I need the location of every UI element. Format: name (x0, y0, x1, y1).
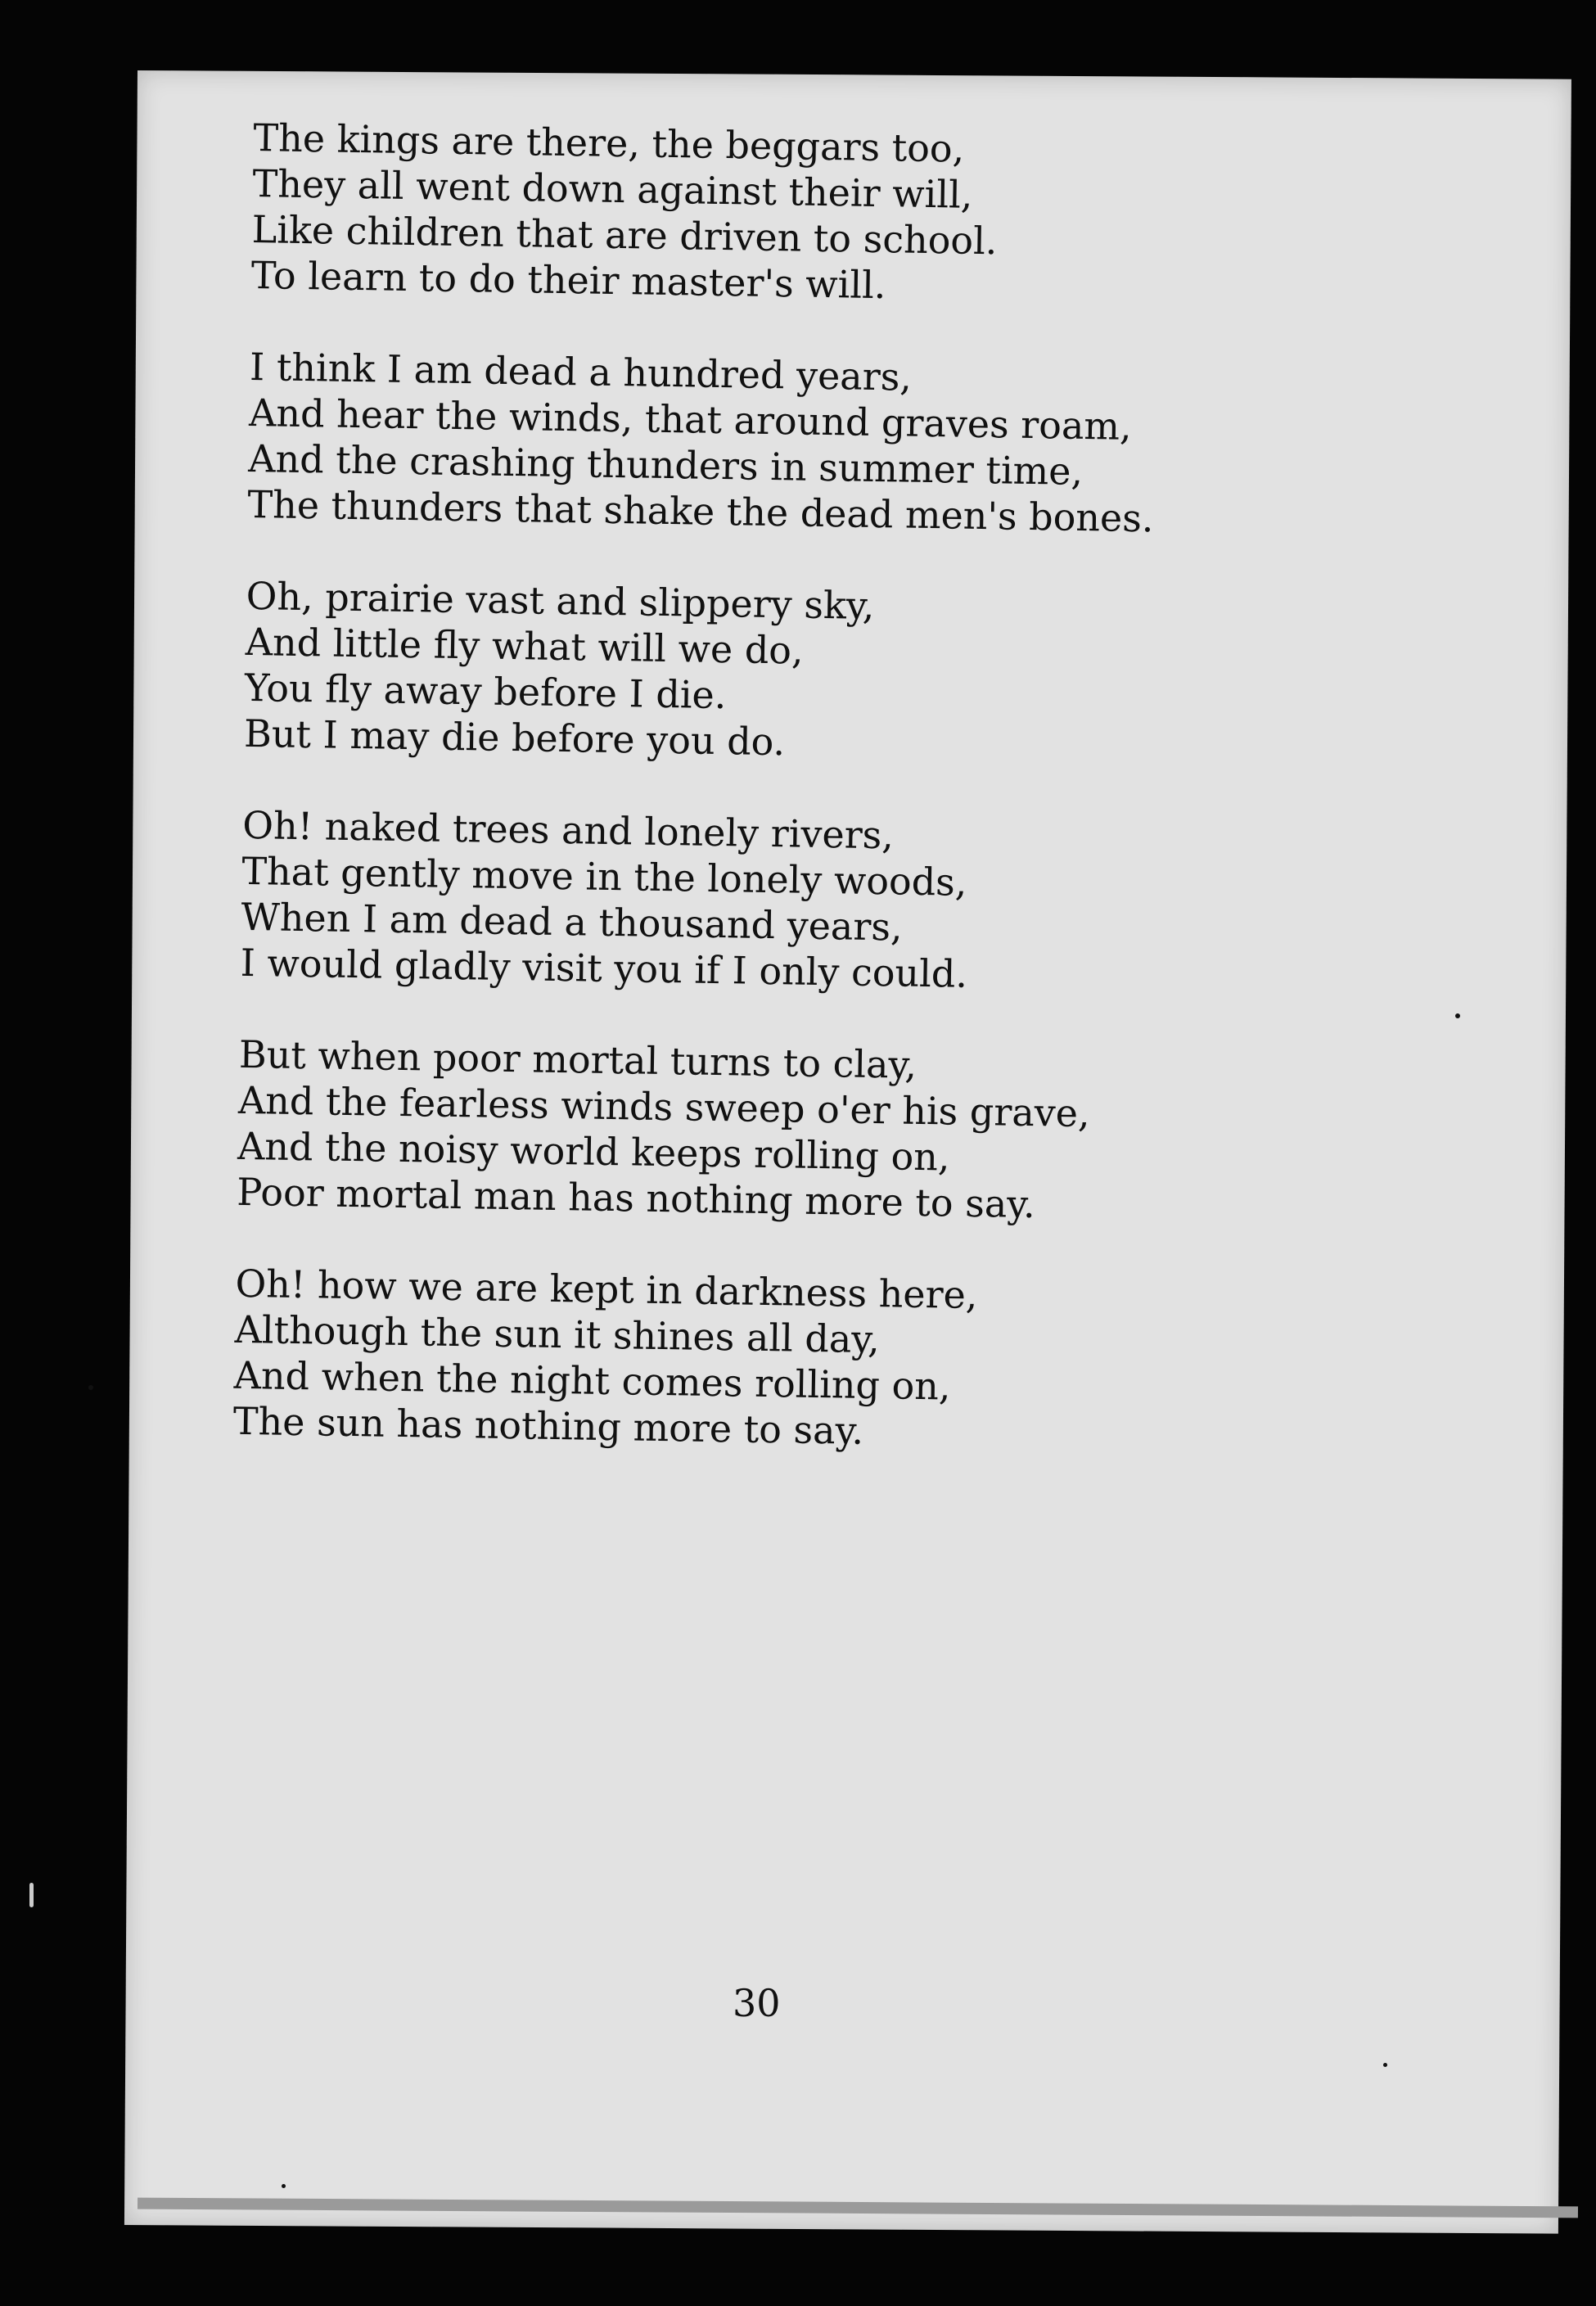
dust-speck (88, 1385, 93, 1390)
poem-line: Oh! naked trees and lonely rivers, (241, 802, 895, 858)
stanza (237, 1031, 1385, 1233)
page-number: 30 (733, 1981, 781, 2025)
poem-line: Oh, prairie vast and slippery sky, (246, 573, 875, 628)
poem-line: And hear the winds, that around graves roam, (248, 390, 1133, 449)
dust-speck (1383, 2063, 1387, 2067)
stanza (240, 802, 1388, 1004)
poem-line: But I may die before you do. (243, 711, 786, 765)
stanza (250, 115, 1399, 316)
poem-line: And the fearless winds sweep o'er his grave, (237, 1077, 1091, 1136)
stanza (232, 1261, 1381, 1462)
poem-line: The kings are there, the beggars too, (253, 115, 965, 171)
poem-line: That gently move in the lonely woods, (241, 848, 967, 905)
poem-line: Poor mortal man has nothing more to say. (236, 1169, 1036, 1227)
poem-line: You fly away before I die. (244, 665, 727, 718)
poem-line: I would gladly visit you if I only could. (240, 940, 968, 996)
poem-line: I think I am dead a hundred years, (249, 344, 913, 399)
poem-line: Like children that are driven to school. (251, 206, 998, 264)
poem-line: Oh! how we are kept in darkness here, (235, 1261, 978, 1318)
stanza (244, 573, 1392, 774)
poem-line: To learn to do their master's will. (250, 252, 886, 308)
poem-line: And the crashing thunders in summer time, (247, 435, 1084, 494)
stanza (247, 344, 1395, 545)
dust-speck (282, 2184, 286, 2188)
poem-line: The thunders that shake the dead men's bones. (247, 481, 1154, 541)
poem-line: They all went down against their will, (252, 160, 973, 217)
poem-line: And when the night comes rolling on, (233, 1352, 951, 1409)
poem-line: When I am dead a thousand years, (241, 894, 903, 950)
dust-speck (29, 1883, 34, 1907)
poem-line: Although the sun it shines all day, (234, 1306, 881, 1362)
poem-line: And little fly what will we do, (245, 619, 805, 673)
dust-speck (1455, 1013, 1460, 1018)
poem-line: And the noisy world keeps rolling on, (237, 1123, 950, 1180)
poem-line: But when poor mortal turns to clay, (238, 1031, 917, 1087)
poem-body (232, 115, 1400, 1508)
poem-line: The sun has nothing more to say. (232, 1398, 864, 1453)
